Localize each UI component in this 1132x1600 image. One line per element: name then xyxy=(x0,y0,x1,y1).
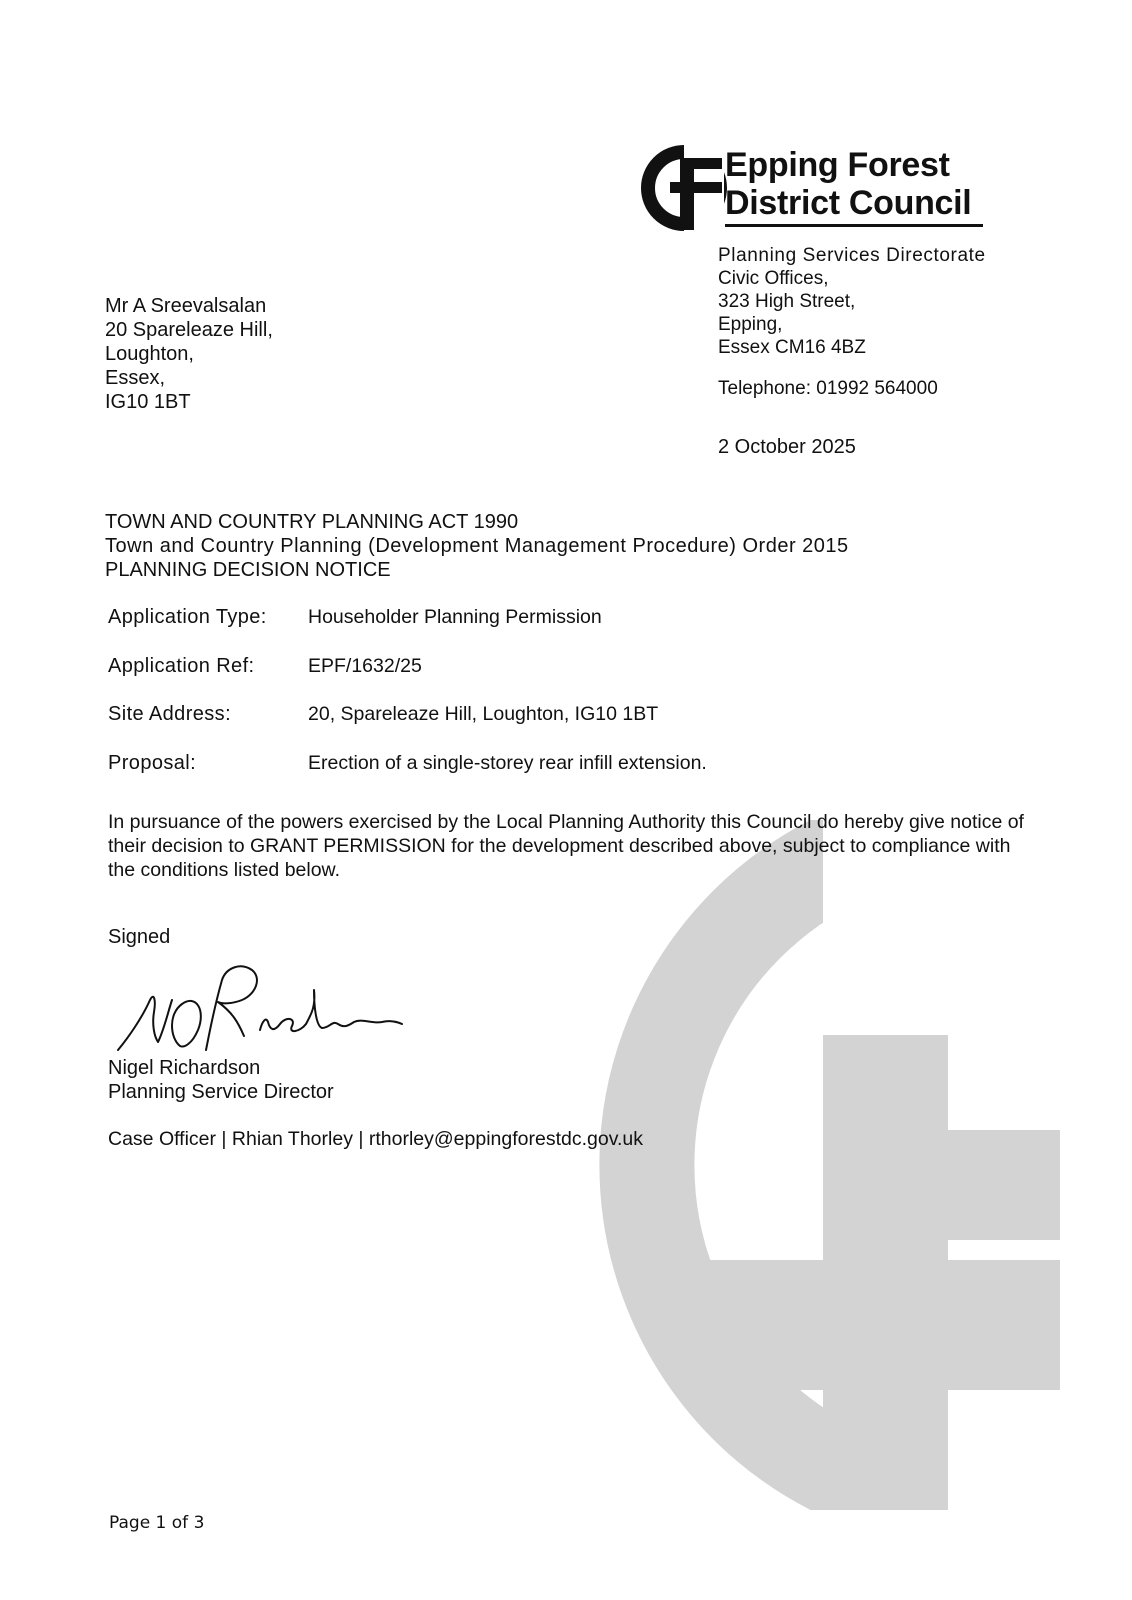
recipient-line: Mr A Sreevalsalan xyxy=(105,295,267,317)
act-heading: TOWN AND COUNTRY PLANNING ACT 1990 xyxy=(105,511,519,533)
signed-label: Signed xyxy=(108,926,171,948)
signature-image xyxy=(110,950,410,1065)
logo-underline xyxy=(725,224,983,227)
site-address-label: Site Address: xyxy=(108,703,232,725)
application-ref-label: Application Ref: xyxy=(108,655,255,677)
proposal-label: Proposal: xyxy=(108,752,197,774)
address-line: Epping, xyxy=(718,314,783,335)
address-line: Civic Offices, xyxy=(718,268,829,289)
signatory xyxy=(108,1056,334,1104)
letter-date: 2 October 2025 xyxy=(718,436,856,458)
address-line: Essex CM16 4BZ xyxy=(718,337,866,358)
watermark-logo-icon xyxy=(540,820,1060,1510)
decision-paragraph: In pursuance of the powers exercised by the Local Planning Authority this Council do hereby give notice of their decision to GRANT PERMISSION for the development described above, subject to compliance with the conditions listed below. xyxy=(108,811,1024,881)
council-name-line2: District Council xyxy=(725,184,972,222)
recipient-line: Loughton, xyxy=(105,343,194,365)
council-name-line1: Epping Forest xyxy=(725,146,950,184)
page-number: Page 1 of 3 xyxy=(109,1513,205,1533)
order-heading: Town and Country Planning (Development Management Procedure) Order 2015 xyxy=(105,535,849,557)
proposal-value: Erection of a single-storey rear infill extension. xyxy=(308,752,707,774)
case-officer: Case Officer | Rhian Thorley | rthorley@eppingforestdc.gov.uk xyxy=(108,1128,644,1150)
notice-title: PLANNING DECISION NOTICE xyxy=(105,559,391,581)
signatory-title: Planning Service Director xyxy=(108,1081,334,1103)
council-name xyxy=(725,146,971,222)
recipient-line: IG10 1BT xyxy=(105,391,191,413)
sender-address xyxy=(718,244,986,359)
recipient-line: Essex, xyxy=(105,367,166,389)
address-line: 323 High Street, xyxy=(718,291,856,312)
application-type-label: Application Type: xyxy=(108,606,267,628)
directorate: Planning Services Directorate xyxy=(718,245,986,266)
application-ref-value: EPF/1632/25 xyxy=(308,655,422,677)
site-address-value: 20, Spareleaze Hill, Loughton, IG10 1BT xyxy=(308,703,659,725)
application-type-value: Householder Planning Permission xyxy=(308,606,602,628)
recipient-address xyxy=(105,294,273,414)
telephone: Telephone: 01992 564000 xyxy=(718,378,938,399)
notice-headings xyxy=(105,510,849,582)
signatory-name: Nigel Richardson xyxy=(108,1057,261,1079)
recipient-line: 20 Spareleaze Hill, xyxy=(105,319,273,341)
